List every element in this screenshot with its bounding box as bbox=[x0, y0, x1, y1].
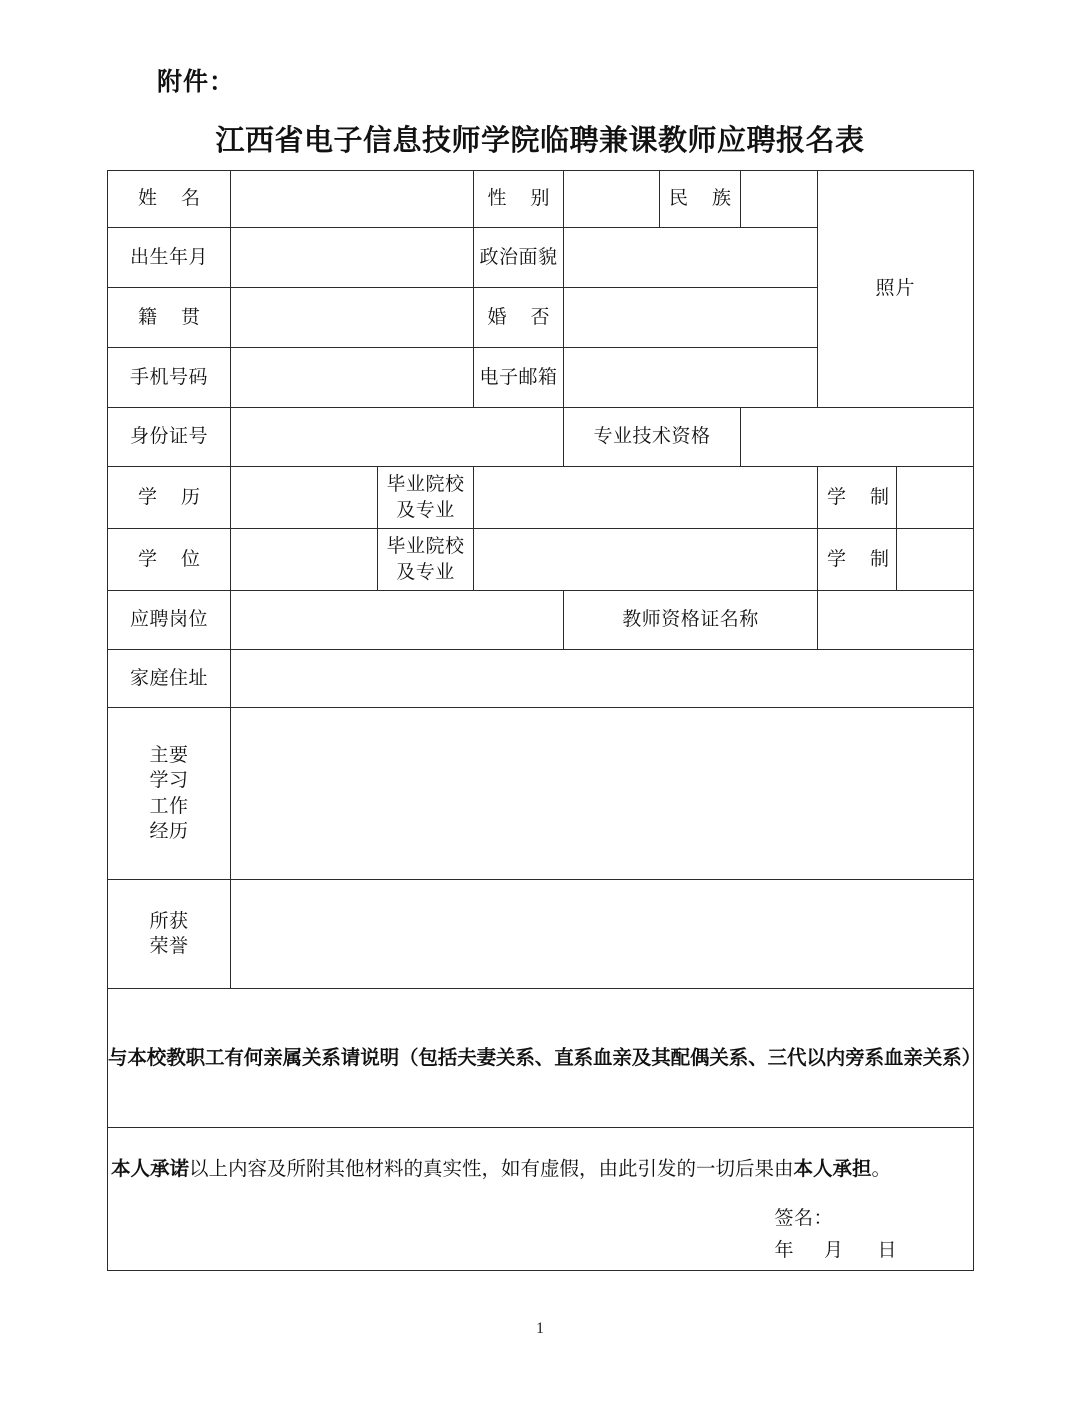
label-graduate-school-degree bbox=[378, 529, 474, 591]
field-applied-position[interactable] bbox=[231, 591, 564, 650]
label-line-2: 及专业 bbox=[396, 498, 455, 521]
table-row-relation bbox=[108, 989, 974, 1128]
label-id-number: 身份证号 bbox=[108, 408, 231, 467]
relation-disclosure-cell[interactable] bbox=[108, 989, 982, 1128]
page-number: 1 bbox=[536, 1320, 544, 1337]
table-row-position bbox=[108, 591, 974, 650]
label-line-1: 主要 bbox=[149, 744, 189, 767]
label-education: 学 历 bbox=[108, 467, 231, 529]
table-row-commitment bbox=[108, 1128, 974, 1271]
table-row-degree bbox=[108, 529, 974, 591]
page-title: 江西省电子信息技师学院临聘兼课教师应聘报名表 bbox=[215, 123, 865, 157]
label-line-3: 工作 bbox=[149, 794, 189, 817]
label-technical-title: 专业技术资格 bbox=[564, 408, 741, 467]
commitment-bold-2: 本人承担 bbox=[793, 1157, 872, 1180]
date-month-label: 月 bbox=[823, 1239, 844, 1262]
label-marital-status: 婚 否 bbox=[474, 288, 564, 348]
table-row-education bbox=[108, 467, 974, 529]
table-row-address bbox=[108, 650, 974, 708]
label-home-address: 家庭住址 bbox=[108, 650, 231, 708]
field-marital-status[interactable] bbox=[564, 288, 818, 348]
label-degree: 学 位 bbox=[108, 529, 231, 591]
label-ethnicity: 民 族 bbox=[660, 171, 741, 228]
commitment-bold-1: 本人承诺 bbox=[111, 1157, 190, 1180]
field-native-place[interactable] bbox=[231, 288, 474, 348]
field-technical-title[interactable] bbox=[741, 408, 974, 467]
field-birth-date[interactable] bbox=[231, 228, 474, 288]
label-line-1: 毕业院校 bbox=[386, 473, 465, 496]
attachment-label: 附件： bbox=[157, 67, 236, 96]
label-line-2: 荣誉 bbox=[149, 935, 189, 957]
label-gender: 性 别 bbox=[474, 171, 564, 228]
field-graduate-school-education[interactable] bbox=[474, 467, 818, 529]
label-teacher-certificate: 教师资格证名称 bbox=[564, 591, 818, 650]
field-email[interactable] bbox=[564, 348, 818, 408]
field-education[interactable] bbox=[231, 467, 378, 529]
field-duration-education[interactable] bbox=[897, 467, 974, 529]
label-birth-date: 出生年月 bbox=[108, 228, 231, 288]
table-row-name bbox=[108, 171, 974, 228]
date-year-label: 年 bbox=[774, 1239, 794, 1262]
label-phone: 手机号码 bbox=[108, 348, 231, 408]
signature-date-line[interactable] bbox=[774, 1238, 897, 1263]
field-political-status[interactable] bbox=[564, 228, 818, 288]
label-political-status: 政治面貌 bbox=[474, 228, 564, 288]
field-name[interactable] bbox=[231, 171, 474, 228]
label-line-4: 经历 bbox=[149, 819, 189, 842]
field-degree[interactable] bbox=[231, 529, 378, 591]
table-row-id bbox=[108, 408, 974, 467]
table-row-experience bbox=[108, 708, 974, 880]
field-teacher-certificate[interactable] bbox=[818, 591, 974, 650]
date-day-label: 日 bbox=[877, 1239, 898, 1262]
field-phone[interactable] bbox=[231, 348, 474, 408]
commitment-period: 。 bbox=[871, 1157, 892, 1180]
commitment-statement bbox=[111, 1156, 891, 1182]
photo-placeholder[interactable]: 照片 bbox=[818, 171, 974, 408]
field-duration-degree[interactable] bbox=[897, 529, 974, 591]
label-applied-position: 应聘岗位 bbox=[108, 591, 231, 650]
signature-label[interactable]: 签名： bbox=[774, 1207, 833, 1229]
label-honors bbox=[108, 880, 231, 989]
relation-prompt: 与本校教职工有何亲属关系请说明（包括夫妻关系、直系血亲及其配偶关系、三代以内旁系血亲关系） bbox=[108, 1046, 982, 1070]
label-line-2: 学习 bbox=[149, 769, 189, 792]
field-gender[interactable] bbox=[564, 171, 660, 228]
label-line-1: 所获 bbox=[149, 909, 189, 932]
field-work-experience[interactable] bbox=[231, 708, 974, 880]
field-honors[interactable] bbox=[231, 880, 974, 989]
commitment-cell bbox=[108, 1128, 974, 1271]
label-line-1: 毕业院校 bbox=[386, 535, 465, 558]
label-line-2: 及专业 bbox=[396, 560, 455, 583]
field-home-address[interactable] bbox=[231, 650, 974, 708]
field-ethnicity[interactable] bbox=[741, 171, 818, 228]
label-native-place: 籍 贯 bbox=[108, 288, 231, 348]
label-duration-education: 学 制 bbox=[818, 467, 897, 529]
field-graduate-school-degree[interactable] bbox=[474, 529, 818, 591]
label-name: 姓 名 bbox=[108, 171, 231, 228]
label-graduate-school-education bbox=[378, 467, 474, 529]
signature-block bbox=[774, 1206, 897, 1263]
field-id-number[interactable] bbox=[231, 408, 564, 467]
application-form-table bbox=[107, 170, 982, 1271]
label-work-experience bbox=[108, 708, 231, 880]
label-duration-degree: 学 制 bbox=[818, 529, 897, 591]
commitment-middle: 以上内容及所附其他材料的真实性，如有虚假，由此引发的一切后果由 bbox=[189, 1157, 794, 1180]
table-row-honors bbox=[108, 880, 974, 989]
label-email: 电子邮箱 bbox=[474, 348, 564, 408]
